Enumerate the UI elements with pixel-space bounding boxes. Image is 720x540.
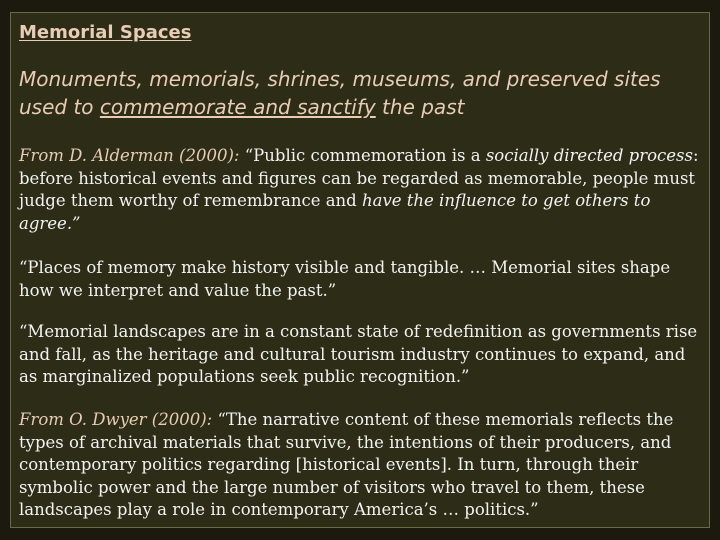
subtitle-underlined-phrase: commemorate and sanctify [99,95,376,119]
quote-emphasis: socially directed process [485,146,693,165]
subtitle-text-start: Monuments, memorials, shrines, museums, and preserved sites used to [19,67,661,119]
quote-alderman-2: “Places of memory make history visible and tangible. … Memorial sites shape how we interpret and value the past.” [19,258,671,300]
quote-text: “Public commemoration is a [239,146,486,165]
quote-source: From O. Dwyer (2000): [19,410,213,429]
quote-source: From D. Alderman (2000): [19,146,240,165]
quote-alderman-3: “Memorial landscapes are in a constant state of redefinition as governments rise and fall, as the heritage and cultural tourism industry continues to expand, and as marginalized populations seek public recognition.” [19,322,698,386]
slide [10,12,710,528]
quote-dwyer [19,409,703,522]
quote-text: “The narrative content of these memorials reflects the types of archival materials that survive, the intentions of their producers, and contemporary politics regarding [historical events]. In turn, through their symbolic power and the large number of visitors who travel to them, these landscapes play a role in contemporary America’s … politics.” [19,410,674,519]
slide-title: Memorial Spaces [19,22,192,43]
quote-text: : before historical events and figures can be regarded as memorable, people must judge them worthy of remembrance and [19,146,699,210]
slide-subtitle [19,65,699,121]
quote-emphasis: have the influence to get others to agree.” [19,191,651,233]
subtitle-text-end: the past [375,95,465,119]
quote-alderman-1 [19,145,703,235]
